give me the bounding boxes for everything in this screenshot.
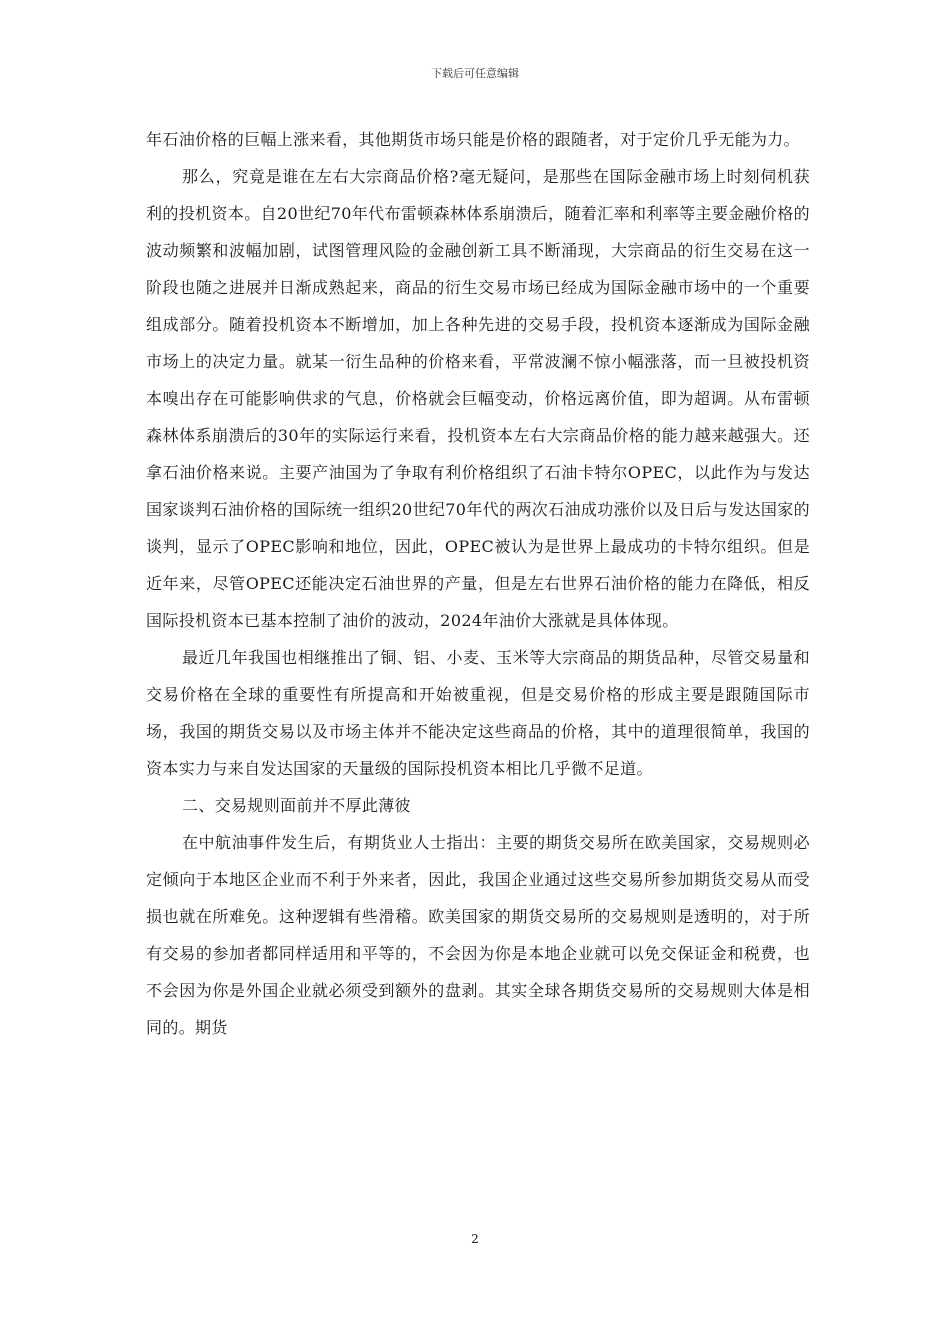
page-number: 2 [471, 1232, 479, 1246]
paragraph-continuation: 年石油价格的巨幅上涨来看，其他期货市场只能是价格的跟随者，对于定价几乎无能为力。 [146, 130, 801, 149]
document-body [146, 121, 810, 1046]
paragraph-trading-rules: 在中航油事件发生后，有期货业人士指出：主要的期货交易所在欧美国家，交易规则必定倾向于本地区企业而不利于外来者，因此，我国企业通过这些交易所参加期货交易从而受损也就在所难免。这种逻辑有些滑稽。欧美国家的期货交易所的交易规则是透明的，对于所有交易的参加者都同样适用和平等的，不会因为你是本地企业就可以免交保证金和税费，也不会因为你是外国企业就必须受到额外的盘剥。其实全球各期货交易所的交易规则大体是相同的。期货 [146, 833, 810, 1037]
paragraph-speculative-capital: 那么，究竟是谁在左右大宗商品价格?毫无疑问，是那些在国际金融市场上时刻伺机获利的投机资本。自20世纪70年代布雷顿森林体系崩溃后，随着汇率和利率等主要金融价格的波动频繁和波幅加剧，试图管理风险的金融创新工具不断涌现，大宗商品的衍生交易在这一阶段也随之进展并日渐成熟起来，商品的衍生交易市场已经成为国际金融市场中的一个重要组成部分。随着投机资本不断增加，加上各种先进的交易手段，投机资本逐渐成为国际金融市场上的决定力量。就某一衍生品种的价格来看，平常波澜不惊小幅涨落，而一旦被投机资本嗅出存在可能影响供求的气息，价格就会巨幅变动，价格远离价值，即为超调。从布雷顿森林体系崩溃后的30年的实际运行来看，投机资本左右大宗商品价格的能力越来越强大。还拿石油价格来说。主要产油国为了争取有利价格组织了石油卡特尔OPEC，以此作为与发达国家谈判石油价格的国际统一组织20世纪70年代的两次石油成功涨价以及日后与发达国家的谈判，显示了OPEC影响和地位，因此，OPEC被认为是世界上最成功的卡特尔组织。但是近年来，尽管OPEC还能决定石油世界的产量，但是左右世界石油价格的能力在降低，相反国际投机资本已基本控制了油价的波动，2024年油价大涨就是具体体现。 [146, 167, 810, 630]
page-header-note: 下载后可任意编辑 [431, 67, 519, 80]
section-heading-trading-rules: 二、交易规则面前并不厚此薄彼 [182, 796, 411, 815]
paragraph-domestic-futures: 最近几年我国也相继推出了铜、铝、小麦、玉米等大宗商品的期货品种，尽管交易量和交易价格在全球的重要性有所提高和开始被重视，但是交易价格的形成主要是跟随国际市场，我国的期货交易以及市场主体并不能决定这些商品的价格，其中的道理很简单，我国的资本实力与来自发达国家的天量级的国际投机资本相比几乎微不足道。 [146, 648, 810, 778]
